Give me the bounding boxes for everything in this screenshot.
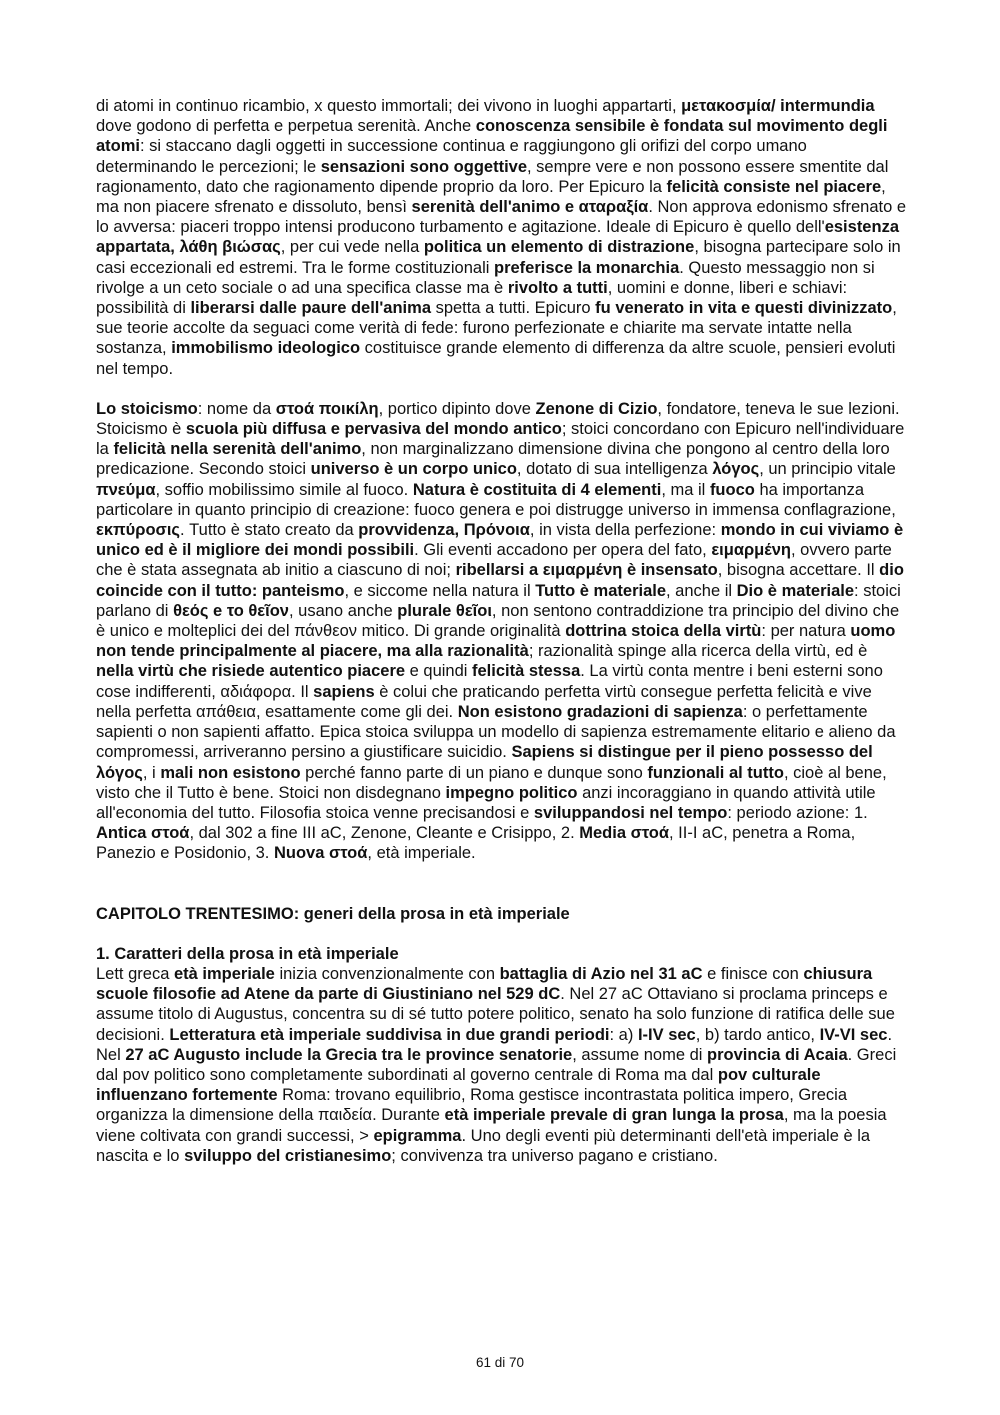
bold-phrase: serenità dell'animo e αταραξία	[411, 198, 649, 217]
bold-phrase: provincia di Acaia	[707, 1045, 848, 1064]
page-number: 61 di 70	[475, 1355, 525, 1370]
bold-phrase: felicità stessa	[472, 662, 581, 681]
bold-phrase: Sapiens si distingue per il pieno possesso del λόγος	[96, 743, 873, 782]
bold-phrase: pov culturale influenzano fortemente	[96, 1065, 821, 1105]
bold-phrase: felicità consiste nel piacere	[666, 177, 882, 196]
paragraph-epicuro: di atomi in continuo ricambio, x questo immortali; dei vivono in luoghi appartarti, μετακοσμία/ intermundia dove godono di perfetta e perpetua serenità. Anche conoscenza sensibile è fondata sul movimento degli atomi: si staccano dagli oggetti in successione continua e raggiungono gli orifizi del corpo umano determinando le percezioni; le sensazioni sono oggettive, sempre vere e non possono essere smentite dal ragionamento, dato che ragionamento dipende proprio da loro. Per Epicuro la felicità consiste nel piacere, ma non piacere sfrenato e dissoluto, bensì serenità dell'animo e αταραξία. Non approva edonismo sfrenato e lo avversa: piaceri troppo intensi producono turbamento e agitazione. Ideale di Epicuro è quello dell'esistenza appartata, λάθη βιώσας, per cui vede nella politica un elemento di distrazione, bisogna partecipare solo in casi eccezionali ed estremi. Tra le forme costituzionali preferisce la monarchia. Questo messaggio non si rivolge a un ceto sociale o ad una specifica classe ma è rivolto a tutti, uomini e donne, liberi e schiavi: possibilità di liberarsi dalle paure dell'anima spetta a tutti. Epicuro fu venerato in vita e questi divinizzato, sue teorie accolte da seguaci come verità di fede: furono perfezionate e chiarite ma servate intatte nella sostanza, immobilismo ideologico costituisce grande elemento di differenza da altre scuole, pensieri evoluti nel tempo.	[96, 97, 907, 378]
bold-phrase: dottrina stoica della virtù	[565, 622, 762, 641]
bold-phrase: Lo stoicismo	[96, 399, 198, 418]
bold-phrase: sensazioni sono oggettive	[320, 157, 528, 176]
bold-phrase: epigramma	[373, 1126, 462, 1145]
bold-phrase: uomo non tende principalmente al piacere, ma alla razionalità	[96, 622, 896, 661]
bold-phrase: λόγος	[712, 460, 760, 479]
bold-phrase: μετακοσμία/ intermundia	[681, 97, 875, 115]
bold-phrase: fu venerato in vita e questi divinizzato	[595, 299, 893, 318]
bold-phrase: battaglia di Azio nel 31 aC	[499, 964, 703, 983]
bold-phrase: liberarsi dalle paure dell'anima	[190, 299, 431, 318]
bold-phrase: I-IV sec	[637, 1025, 696, 1044]
bold-phrase: funzionali al tutto	[647, 763, 784, 782]
bold-phrase: IV-VI sec	[819, 1025, 888, 1044]
bold-phrase: politica un elemento di distrazione	[423, 238, 695, 257]
bold-phrase: universo è un corpo unico	[310, 460, 517, 479]
bold-phrase: ειμαρμένη	[711, 541, 791, 560]
bold-phrase: immobilismo ideologico	[171, 339, 361, 358]
bold-phrase: Tutto è materiale	[535, 581, 667, 600]
bold-phrase: fuoco	[709, 480, 755, 499]
bold-phrase: impegno politico	[445, 783, 578, 802]
bold-phrase: plurale θεῖοι	[397, 601, 492, 620]
bold-phrase: provvidenza, Πρόνοια	[358, 521, 530, 540]
document-page	[96, 96, 908, 1166]
bold-phrase: preferisce la monarchia	[494, 258, 680, 277]
bold-phrase: mondo in cui viviamo è unico ed è il migliore dei mondi possibili	[96, 521, 904, 560]
bold-phrase: sviluppandosi nel tempo	[533, 803, 728, 822]
bold-phrase: θεός e το θεῖον	[173, 601, 289, 620]
bold-phrase: età imperiale prevale di gran lunga la prosa	[444, 1106, 784, 1125]
bold-phrase: εκπύροσις	[96, 521, 181, 540]
bold-phrase: 27 aC Augusto include la Grecia tra le province senatorie	[125, 1045, 573, 1064]
bold-phrase: esistenza appartata, λάθη βιώσας	[96, 218, 899, 257]
bold-phrase: sviluppo del cristianesimo	[184, 1146, 392, 1165]
bold-phrase: Media στοά	[579, 824, 670, 843]
chapter-title: CAPITOLO TRENTESIMO: generi della prosa in età imperiale	[96, 904, 570, 923]
bold-phrase: mali non esistono	[160, 763, 301, 782]
bold-phrase: nella virtù che risiede autentico piacere	[96, 662, 406, 681]
section-title: 1. Caratteri della prosa in età imperiale	[96, 944, 399, 963]
bold-phrase: Nuova στοά	[273, 844, 368, 863]
bold-phrase: Letteratura età imperiale suddivisa in due grandi periodi	[169, 1025, 610, 1044]
bold-phrase: ribellarsi a ειμαρμένη è insensato	[455, 561, 718, 580]
bold-phrase: Antica στοά	[96, 824, 190, 843]
bold-phrase: Zenone di Cizio	[535, 399, 658, 418]
bold-phrase: felicità nella serenità dell'animo	[113, 440, 362, 459]
bold-phrase: età imperiale	[173, 964, 275, 983]
bold-phrase: Non esistono gradazioni di sapienza	[457, 702, 743, 721]
bold-phrase: scuola più diffusa e pervasiva del mondo antico	[185, 420, 562, 439]
bold-phrase: dio coincide con il tutto: panteismo	[96, 561, 904, 600]
bold-phrase: στοά ποικίλη	[275, 399, 379, 418]
bold-phrase: πνεύμα	[96, 480, 156, 499]
bold-phrase: sapiens	[313, 682, 375, 701]
bold-phrase: rivolto a tutti	[507, 278, 608, 297]
bold-phrase: Dio è materiale	[736, 581, 855, 600]
bold-phrase: chiusura scuole filosofie ad Atene da parte di Giustiniano nel 529 dC	[96, 964, 873, 1004]
paragraph-prosa: Lett greca età imperiale inizia convenzionalmente con battaglia di Azio nel 31 aC e finisce con chiusura scuole filosofie ad Atene da parte di Giustiniano nel 529 dC. Nel 27 aC Ottaviano si proclama princeps e assume titolo di Augustus, concentra su di sé tutto potere politico, senato ha solo funzione di ratifica delle sue decisioni. Letteratura età imperiale suddivisa in due grandi periodi: a) I-IV sec, b) tardo antico, IV-VI sec. Nel 27 aC Augusto include la Grecia tra le province senatorie, assume nome di provincia di Acaia. Greci dal pov politico sono completamente subordinati al governo centrale di Roma ma dal pov culturale influenzano fortemente Roma: trovano equilibrio, Roma gestisce incontrastata politica impero, Grecia organizza la dimensione della παιδεία. Durante età imperiale prevale di gran lunga la prosa, ma la poesia viene coltivata con grandi successi, > epigramma. Uno degli eventi più determinanti dell'età imperiale è la nascita e lo sviluppo del cristianesimo; convivenza tra universo pagano e cristiano.	[96, 964, 897, 1165]
bold-phrase: Natura è costituita di 4 elementi	[412, 480, 662, 499]
bold-phrase: conoscenza sensibile è fondata sul movimento degli atomi	[96, 117, 888, 156]
paragraph-stoicismo: Lo stoicismo: nome da στοά ποικίλη, portico dipinto dove Zenone di Cizio, fondatore, teneva le sue lezioni. Stoicismo è scuola più diffusa e pervasiva del mondo antico; stoici concordano con Epicuro nell'individuare la felicità nella serenità dell'animo, non marginalizzano dimensione divina che pongono al centro della loro predicazione. Secondo stoici universo è un corpo unico, dotato di sua intelligenza λόγος, un principio vitale πνεύμα, soffio mobilissimo simile al fuoco. Natura è costituita di 4 elementi, ma il fuoco ha importanza particolare in quanto principio di creazione: fuoco genera e poi distrugge universo in immensa conflagrazione, εκπύροσις. Tutto è stato creato da provvidenza, Πρόνοια, in vista della perfezione: mondo in cui viviamo è unico ed è il migliore dei mondi possibili. Gli eventi accadono per opera del fato, ειμαρμένη, ovvero parte che è stata assegnata ab initio a ciascuno di noi; ribellarsi a ειμαρμένη è insensato, bisogna accettare. Il dio coincide con il tutto: panteismo, e siccome nella natura il Tutto è materiale, anche il Dio è materiale: stoici parlano di θεός e το θεῖον, usano anche plurale θεῖοι, non sentono contraddizione tra principio del divino che è unico e molteplici dei del πάνθεον mitico. Di grande originalità dottrina stoica della virtù: per natura uomo non tende principalmente al piacere, ma alla razionalità; razionalità spinge alla ricerca della virtù, ed è nella virtù che risiede autentico piacere e quindi felicità stessa. La virtù conta mentre i beni esterni sono cose indifferenti, αδιάφορα. Il sapiens è colui che praticando perfetta virtù consegue perfetta felicità e vive nella perfetta απάθεια, esattamente come gli dei. Non esistono gradazioni di sapienza: o perfettamente sapienti o non sapienti affatto. Epica stoica sviluppa un modello di sapienza estremamente elitario e alieno da compromessi, arriveranno persino a giustificare suicidio. Sapiens si distingue per il pieno possesso del λόγος, i mali non esistono perché fanno parte di un piano e dunque sono funzionali al tutto, cioè al bene, visto che il Tutto è bene. Stoici non disdegnano impegno politico anzi incoraggiano in quando attività utile all'economia del tutto. Filosofia stoica venne precisandosi e sviluppandosi nel tempo: periodo azione: 1. Antica στοά, dal 302 a fine III aC, Zenone, Cleante e Crisippo, 2. Media στοά, II-I aC, penetra a Roma, Panezio e Posidonio, 3. Nuova στοά, età imperiale.	[96, 399, 905, 863]
